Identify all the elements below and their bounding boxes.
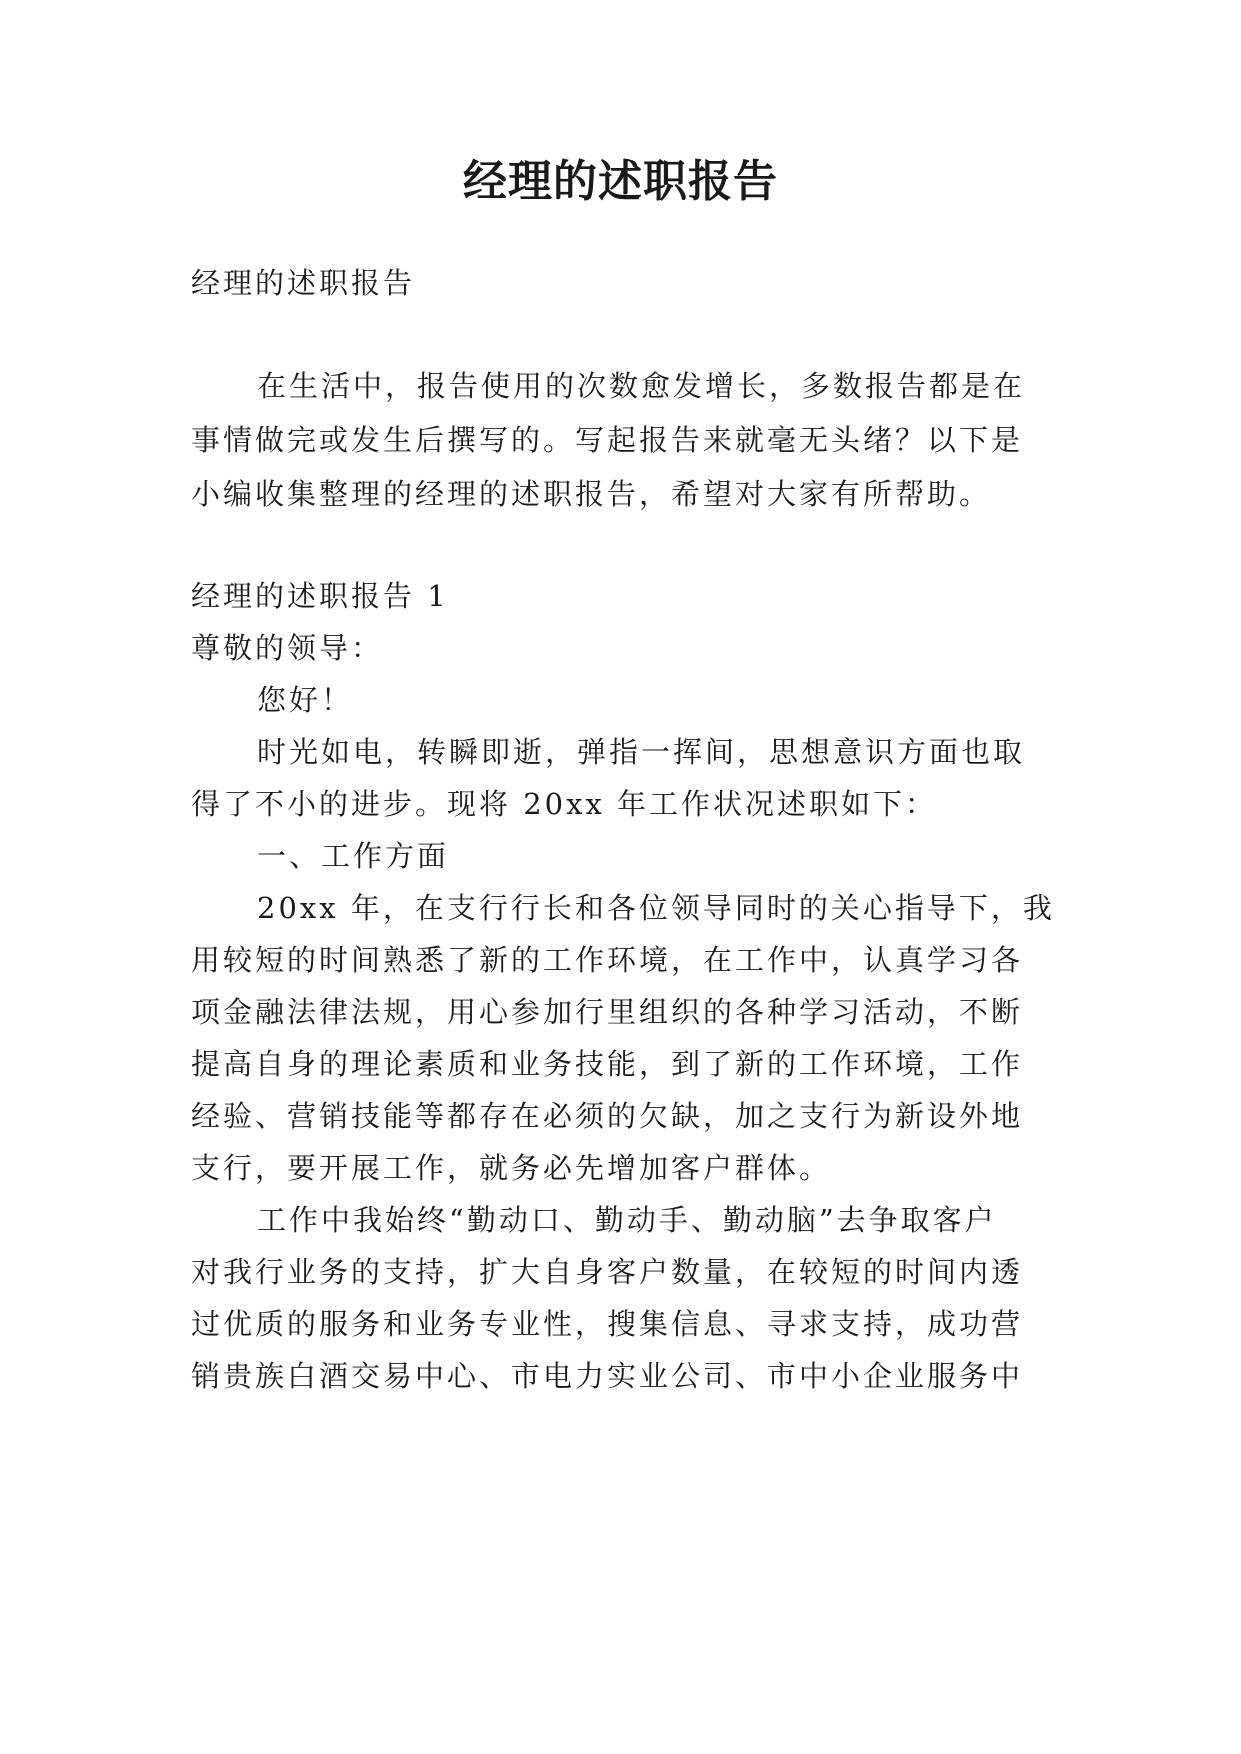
paragraph-line: 提高自身的理论素质和业务技能，到了新的工作环境，工作 xyxy=(191,1047,1024,1081)
paragraph-line: 支行，要开展工作，就务必先增加客户群体。 xyxy=(191,1151,832,1185)
intro-line: 事情做完或发生后撰写的。写起报告来就毫无头绪？以下是 xyxy=(191,423,1024,457)
paragraph-line: 得了不小的进步。现将 20xx 年工作状况述职如下： xyxy=(191,787,938,821)
paragraph-line: 项金融法律法规，用心参加行里组织的各种学习活动，不断 xyxy=(191,995,1024,1029)
document-title: 经理的述职报告 xyxy=(463,156,778,207)
intro-line: 在生活中，报告使用的次数愈发增长，多数报告都是在 xyxy=(257,369,1026,403)
paragraph-line: 20xx 年，在支行行长和各位领导同时的关心指导下，我 xyxy=(257,891,1055,925)
subtitle: 经理的述职报告 xyxy=(191,266,416,300)
greeting: 您好！ xyxy=(257,683,354,717)
paragraph-line: 时光如电，转瞬即逝，弹指一挥间，思想意识方面也取 xyxy=(257,735,1026,769)
paragraph-line: 对我行业务的支持，扩大自身客户数量，在较短的时间内透 xyxy=(191,1255,1024,1289)
paragraph-line: 过优质的服务和业务专业性，搜集信息、寻求支持，成功营 xyxy=(191,1307,1024,1341)
paragraph-line: 工作中我始终“勤动口、勤动手、勤动脑”去争取客户 xyxy=(257,1203,997,1237)
paragraph-line: 经验、营销技能等都存在必须的欠缺，加之支行为新设外地 xyxy=(191,1099,1024,1133)
section-heading: 一、工作方面 xyxy=(257,839,450,873)
section-title: 经理的述职报告 1 xyxy=(191,579,449,613)
paragraph-line: 用较短的时间熟悉了新的工作环境，在工作中，认真学习各 xyxy=(191,943,1024,977)
intro-line: 小编收集整理的经理的述职报告，希望对大家有所帮助。 xyxy=(191,477,992,511)
paragraph-line: 销贵族白酒交易中心、市电力实业公司、市中小企业服务中 xyxy=(191,1359,1024,1393)
salutation: 尊敬的领导： xyxy=(191,631,384,665)
